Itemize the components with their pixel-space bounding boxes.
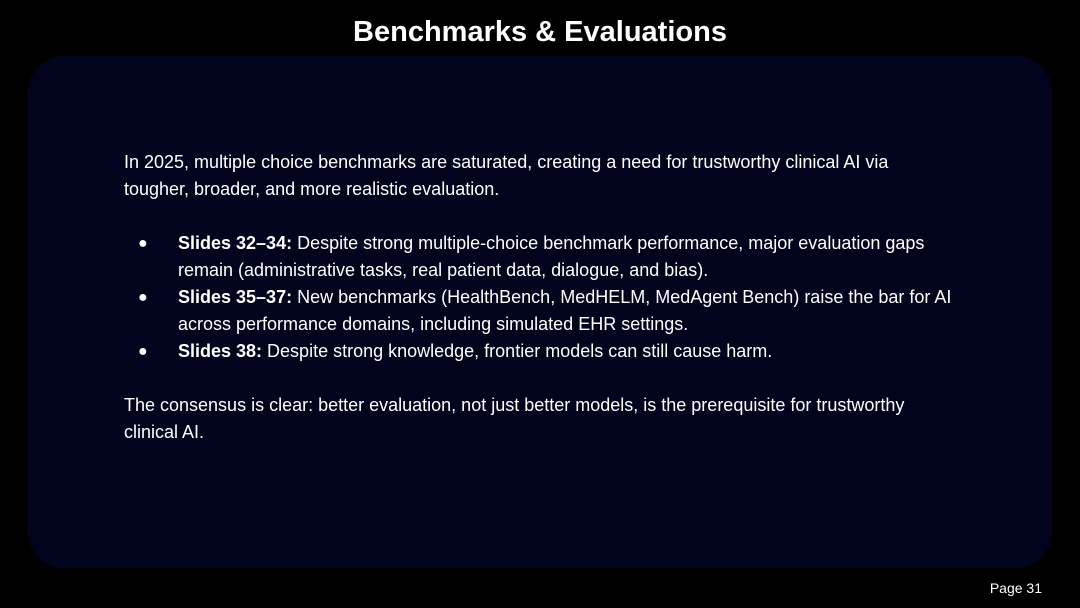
bullet-icon: ●	[138, 289, 148, 306]
bullet-text: Despite strong knowledge, frontier models can still cause harm.	[262, 341, 773, 361]
bullet-text: Despite strong multiple-choice benchmark performance, major evaluation gaps remain (administrative tasks, real patient data, dialogue, and bias).	[178, 233, 925, 280]
bullet-item-slides-35-37	[124, 284, 954, 338]
page-number: Page 31	[989, 580, 1042, 596]
intro-paragraph: In 2025, multiple choice benchmarks are saturated, creating a need for trustworthy clinical AI via tougher, broader, and more realistic evaluation.	[124, 152, 889, 199]
bullet-lead: Slides 32–34:	[178, 233, 293, 253]
slide-body	[124, 149, 954, 446]
bullet-text: New benchmarks (HealthBench, MedHELM, MedAgent Bench) raise the bar for AI across performance domains, including simulated EHR settings.	[178, 287, 952, 334]
conclusion-paragraph: The consensus is clear: better evaluation, not just better models, is the prerequisite for trustworthy clinical AI.	[124, 395, 905, 442]
content-panel	[28, 56, 1052, 568]
bullet-icon: ●	[138, 235, 148, 252]
bullet-list	[124, 230, 954, 365]
bullet-lead: Slides 35–37:	[178, 287, 293, 307]
bullet-lead: Slides 38:	[178, 341, 263, 361]
bullet-item-slides-38	[124, 338, 954, 365]
slide-title: Benchmarks & Evaluations	[353, 16, 727, 48]
bullet-icon: ●	[138, 343, 148, 360]
bullet-item-slides-32-34	[124, 230, 954, 284]
